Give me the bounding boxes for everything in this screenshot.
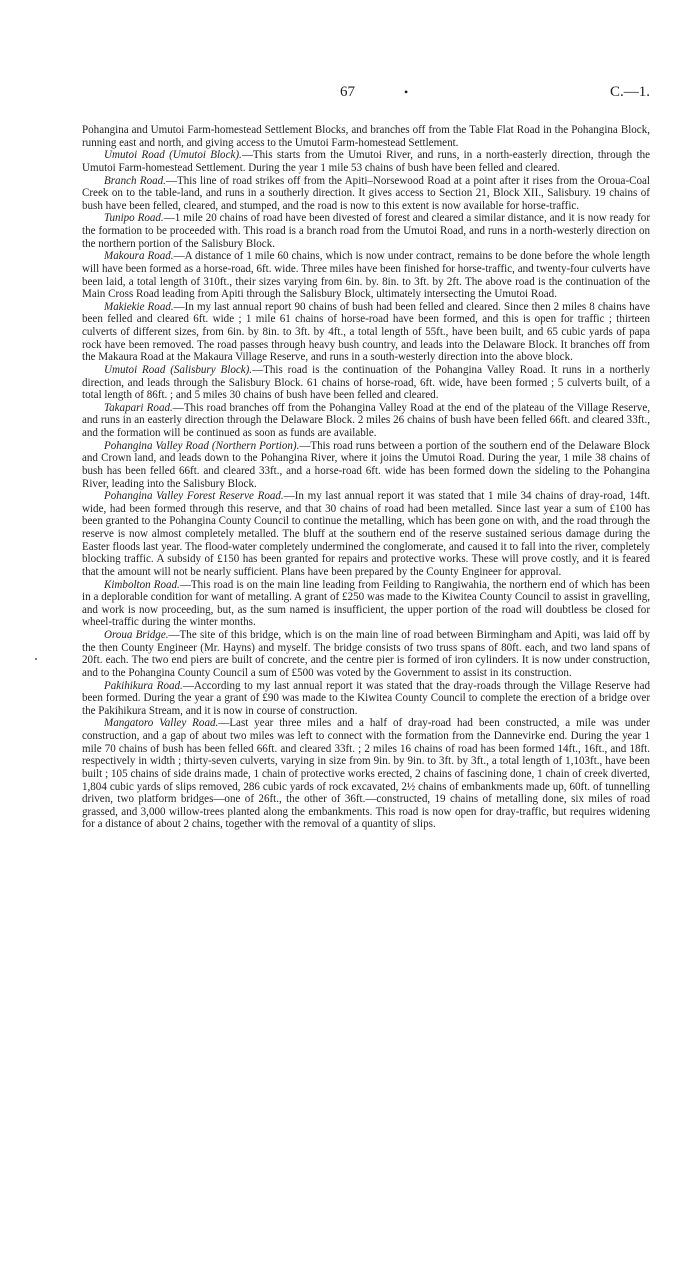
road-title: Umutoi Road (Salisbury Block).: [104, 363, 253, 376]
page-header: [82, 86, 650, 116]
paragraph-text: —This road is on the main line leading from Feilding to Rangiwahia, the northern end of which has been in a deplorable condition for want of metalling. A grant of £250 was made to the Kiwitea County Council to assist in gravelling, and work is now proceeding, but, as the sum named is insufficient, the upper portion of the road will doubtless be closed for wheel-traffic during the winter months.: [82, 578, 650, 629]
paragraph: [82, 440, 650, 491]
road-title: Tunipo Road.: [104, 212, 164, 225]
paragraph: [82, 717, 650, 831]
paragraph: [82, 301, 650, 364]
paragraph-text: —According to my last annual report it was stated that the dray-roads through the Village Reserve had been formed. During the year a grant of £90 was made to the Kiwitea County Council to complete the erection of a bridge over the Pakihikura Stream, and it is now in course of construction.: [82, 679, 650, 717]
paragraph: [82, 680, 650, 718]
road-title: Makiekie Road.: [104, 300, 174, 313]
paragraph-text: —This line of road strikes off from the Apiti–Norsewood Road at a point after it rises from the Oroua-Coal Creek on to the table-land, and runs in a southerly direction. It gives access to Section 21, Block XII., Salisbury. 19 chains of bush have been felled, cleared, and stumped, and the road is now to this extent is now available for horse-traffic.: [82, 174, 650, 212]
road-title: Makoura Road.: [104, 250, 174, 263]
document-page: [82, 84, 651, 831]
paragraph: [82, 149, 650, 174]
paragraph-text: —The site of this bridge, which is on the main line of road between Birmingham and Apiti, was laid off by the then County Engineer (Mr. Hayns) and myself. The bridge consists of two truss spans of 80ft. each, and two land spans of 20ft. each. The two end piers are built of concrete, and the centre pier is formed of iron cylinders. It is now under construction, and to the Pohangina County Council a sum of £500 was voted by the Government to assist in its construction.: [82, 629, 651, 679]
document-reference: C.—1.: [609, 84, 650, 100]
paragraph: [82, 629, 650, 680]
paragraph: [82, 124, 650, 149]
road-title: Mangatoro Valley Road.: [104, 717, 219, 730]
paragraph: [82, 175, 650, 213]
road-title: Pohangina Valley Road (Northern Portion).: [104, 439, 300, 452]
paragraph: [82, 212, 650, 250]
paragraph: [82, 250, 650, 301]
paragraph-text: —This starts from the Umutoi River, and runs, in a north-easterly direction, through the Umutoi Farm-homestead Settlement. During the year 1 mile 53 chains of bush have been felled and cleared.: [82, 149, 650, 174]
margin-dot: [35, 658, 37, 660]
page-number: 67: [340, 84, 355, 100]
report-body: [82, 124, 650, 831]
road-title: Umutoi Road (Umutoi Block).: [104, 149, 242, 162]
paragraph: [82, 402, 650, 440]
road-title: Oroua Bridge.: [104, 629, 169, 641]
paragraph-text: —1 mile 20 chains of road have been divested of forest and cleared a similar distance, and it is now ready for the formation to be proceeded with. This road is a branch road from the Umutoi Road, and runs in a north-westerly direction on the northern portion of the Salisbury Block.: [82, 212, 650, 250]
road-title: Branch Road.: [104, 174, 166, 187]
paragraph-text: —In my last annual report 90 chains of bush had been felled and cleared. Since then 2 miles 8 chains have been felled and cleared 6ft. wide ; 1 mile 61 chains of horse-road have been formed, and this is open for traffic ; thirteen culverts of different sizes, from 6in. by 8in. to 3ft. by 4ft., a total length of 55ft., have been built, and 65 cubic yards of papa rock have been removed. The road passes through heavy bush country, and leads into the Delaware Block. It branches off from the Makaura Road at the Makaura Village Reserve, and runs in a south-westerly direction into the above block.: [82, 300, 650, 364]
paragraph-text: —This road branches off from the Pohangina Valley Road at the end of the plateau of the Village Reserve, and runs in an easterly direction through the Delaware Block. 2 miles 26 chains of bush have been felled 66ft. and cleared 33ft., and the formation will be continued as soon as funds are available.: [82, 401, 650, 439]
paragraph: [82, 579, 650, 630]
road-title: Pakihikura Road.: [104, 679, 183, 692]
paragraph-text: Pohangina and Umutoi Farm-homestead Settlement Blocks, and branches off from the Table Flat Road in the Pohangina Block, running east and north, and giving access to the Umutoi Farm-homestead Settlement.: [82, 124, 650, 149]
road-title: Kimbolton Road.: [104, 578, 180, 591]
road-title: Takapari Road.: [104, 401, 173, 414]
paragraph-text: —Last year three miles and a half of dray-road had been constructed, a mile was under construction, and a gap of about two miles was left to connect with the formation from the Dannevirke end. During the year 1 mile 70 chains of bush has been felled 66ft. and cleared 33ft. ; 2 miles 16 chains of road has been formed 14ft., 16ft., and 18ft. respectively in width ; thirty-seven culverts, varying in size from 9in. by 9in. to 3ft. by 3ft., a total length of 1,103ft., have been built ; 105 chains of side drains made, 1 chain of protective works erected, 2 chains of fascining done, 1 chain of creek diverted, 1,804 cubic yards of slips removed, 286 cubic yards of rock excavated, 2½ chains of embankments made up, 60ft. of tunnelling driven, two platform bridges—one of 26ft., the other of 36ft.—constructed, 19 chains of metalling done, six miles of road grassed, and 3,000 willow-trees planted along the embankments. This road is now open for dray-traffic, but requires widening for a distance of about 2 chains, together with the removal of a quantity of slips.: [82, 717, 650, 831]
paragraph-text: —In my last annual report it was stated that 1 mile 34 chains of dray-road, 14ft. wide, had been formed through this reserve, and that 30 chains of road had been metalled. Since last year a sum of £100 has been granted to the Pohangina County Council to continue the metalling, which has been gone on with, and the road through the reserve is now almost completely metalled. The bluff at the southern end of the reserve sustained serious damage during the Easter floods last year. The flood-water completely undermined the conglomerate, and caused it to fall into the river, completely blocking traffic. A subsidy of £150 has been granted for repairs and protective works. These will prove costly, and it is feared that the amount will not be nearly sufficient. Plans have been prepared by the County Engineer for approval.: [82, 490, 650, 578]
paragraph: [82, 490, 650, 578]
paragraph-text: —A distance of 1 mile 60 chains, which is now under contract, remains to be done before the whole length will have been formed as a horse-road, 6ft. wide. Three miles have been finished for horse-traffic, and twenty-four culverts have been laid, a total length of 310ft., their sizes varying from 6in. by. 8in. to 3ft. by 2ft. The above road is the continuation of the Main Cross Road leading from Apiti through the Salisbury Block, ultimately intersecting the Umutoi Road.: [82, 250, 651, 301]
header-bullet: •: [404, 85, 409, 99]
paragraph-text: —This road runs between a portion of the southern end of the Delaware Block and Crown land, and leads down to the Pohangina River, where it joins the Umutoi Road. During the year, 1 mile 38 chains of bush has been felled 66ft. and cleared 33ft., and a horse-road 6ft. wide has been formed down the sideling to the Pohangina River, leading into the Salisbury Block.: [82, 439, 650, 490]
paragraph: [82, 364, 650, 402]
paragraph-text: —This road is the continuation of the Pohangina Valley Road. It runs in a northerly direction, and leads through the Salisbury Block. 61 chains of horse-road, 6ft. wide, have been formed ; 5 culverts built, of a total length of 86ft. ; and 5 miles 30 chains of bush have been felled and cleared.: [82, 363, 650, 402]
road-title: Pohangina Valley Forest Reserve Road.: [104, 490, 284, 503]
